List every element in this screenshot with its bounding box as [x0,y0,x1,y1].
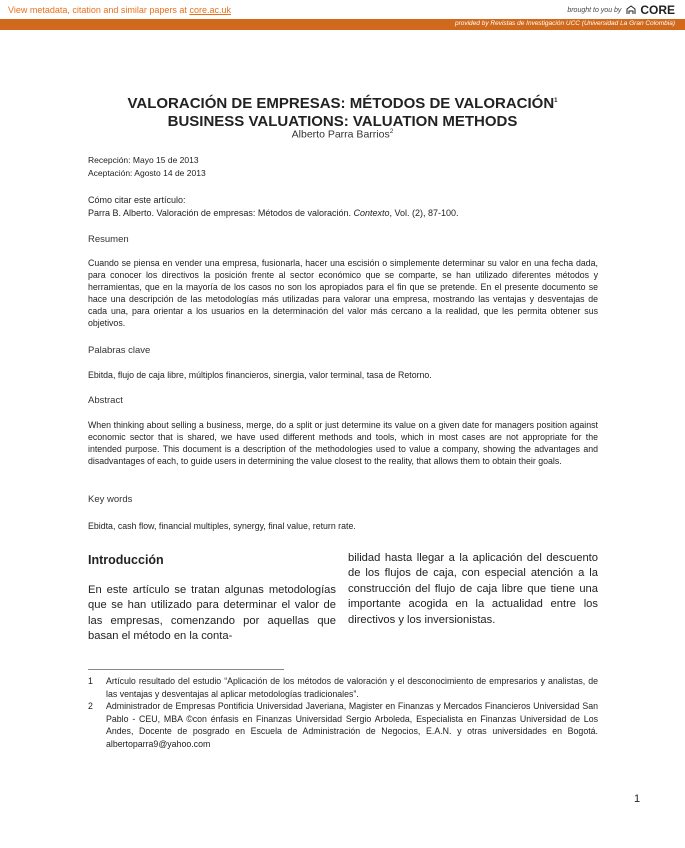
core-topbar [0,0,685,18]
footnote-2 [88,700,598,750]
author-name: Alberto Parra Barrios [291,128,390,141]
footnote-separator [88,669,284,670]
core-ac-uk-link[interactable]: core.ac.uk [189,5,231,15]
introduccion-right-column: bilidad hasta llegar a la aplicación del descuento de los flujos de caja, con especial atención a la construcción del flujo de caja libre que tiene una importante acogida en la actualidad entre los directivos y los inversionistas. [348,552,598,626]
keywords-heading: Key words [88,494,133,505]
page-number: 1 [634,793,641,805]
reception-date: Recepción: Mayo 15 de 2013 [88,155,199,165]
abstract-text: When thinking about selling a business, merge, do a split or just determine its value on a given date for managers position against economic sector that is shared, we have used different methods and tools, which in most cases are not appropriate for the intended purpose. This document is a description of the methodologies used to value a company, showing the advantages and disadvantages of each, to guide users in determining the value closest to the reality, that allows them to obtain their goals. [88,420,598,466]
palabras-clave-heading: Palabras clave [88,345,151,356]
footnote-1-text: Artículo resultado del estudio “Aplicación de los métodos de valoración y el desconocimiento de empresarios y analistas, de las ventajas y desventajas al aplicar metodologías tradicionales”. [106,676,598,699]
citation-volume: , Vol. (2), 87-100. [389,208,459,218]
author-footnote-marker: 2 [389,128,394,135]
citation-authors: Parra B. Alberto. Valoración de empresas: Métodos de valoración. [88,208,354,218]
core-logo-icon [626,5,636,15]
core-logo-text[interactable]: CORE [640,3,675,17]
view-metadata-link[interactable] [8,5,231,15]
author [0,128,685,141]
keywords-text: Ebidta, cash flow, financial multiples, synergy, final value, return rate. [88,521,356,531]
citation-journal: Contexto [353,208,390,218]
introduccion-heading: Introducción [88,553,164,567]
title-spanish [0,95,685,112]
brought-to-you [567,3,675,17]
footnote-1-number: 1 [88,676,93,686]
acceptance-date: Aceptación: Agosto 14 de 2013 [88,168,206,178]
citation-text [88,208,459,218]
title-line1-text: VALORACIÓN DE EMPRESAS: MÉTODOS DE VALORACIÓN [127,95,555,112]
resumen-heading: Resumen [88,234,129,245]
footnote-2-number: 2 [88,701,93,711]
title-english: BUSINESS VALUATIONS: VALUATION METHODS [167,113,518,130]
brought-by-text: brought to you by [567,6,622,14]
resumen-text: Cuando se piensa en vender una empresa, fusionarla, hacer una escisión o simplemente determinar su valor en una fecha dada, para conocer los directivos la posición frente al sector económico que se comparte, se han utilizado diferentes métodos y herramientas, que en la mayoría de los casos no son los apropiados para el fin que se pretende. En el presente documento se hace una descripción de las metodologías más utilizadas para valorar una empresa, mostrando las ventajas y desventajas de cada una, para orientar a los usuarios en la determinación del valor más cercano a la realidad, que les permita obtener sus objetivos. [88,258,598,328]
title-footnote-marker: 1 [554,98,558,104]
abstract-heading: Abstract [88,395,123,406]
citation-heading: Cómo citar este artículo: [88,195,186,205]
provided-by-text[interactable]: provided by Revistas de Investigación UCC (Universidad La Gran Colombia) [454,20,675,27]
link-prefix: View metadata, citation and similar papers at [8,5,190,15]
palabras-clave-text: Ebitda, flujo de caja libre, múltiplos financieros, sinergia, valor terminal, tasa de Retorno. [88,370,432,380]
introduccion-left-column: En este artículo se tratan algunas metodologías que se han utilizado para determinar el valor de las empresas, comenzando por aquellas que basan el método en la conta- [88,584,336,643]
footnote-1 [88,675,598,700]
footnote-2-text: Administrador de Empresas Pontificia Universidad Javeriana, Magister en Finanzas y Mercados Financieros Universidad San Pablo - CEU, MBA ©con énfasis en Finanzas Universidad Sergio Arboleda, Especialista en Finanzas Universidad de Los Andes, Docente de posgrado en Escuela de Administración de Negocios, E.A.N. y otras universidades en Bogotá. albertoparra9@yahoo.com [106,701,598,749]
